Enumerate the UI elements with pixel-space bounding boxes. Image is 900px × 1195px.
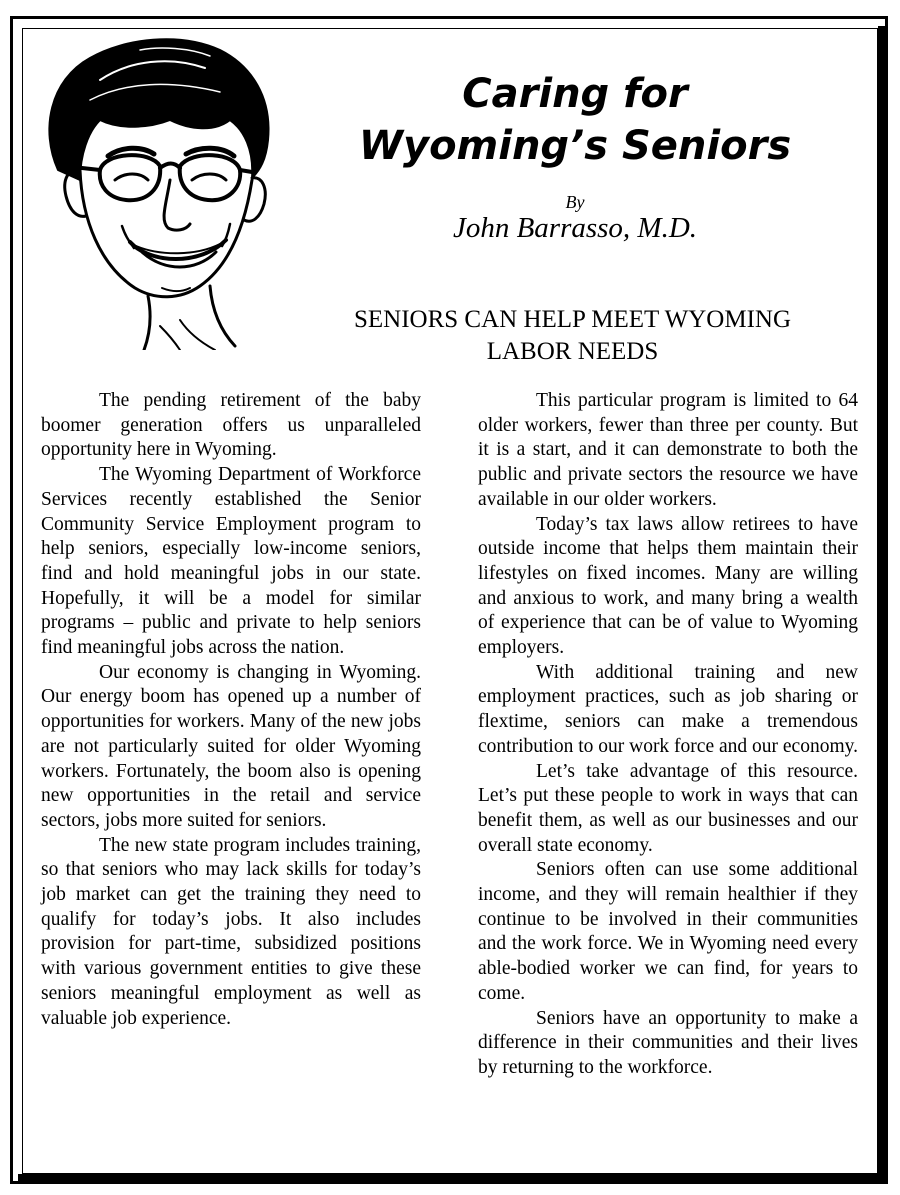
border-shadow-right xyxy=(878,26,888,1184)
paragraph: Seniors have an opportunity to make a difference in their communities and their lives by returning to the workforce. xyxy=(478,1007,858,1078)
author-name: John Barrasso, M.D. xyxy=(452,212,698,244)
headline-line-2: LABOR NEEDS xyxy=(486,338,659,365)
paragraph: Let’s take advantage of this resource. Let’s put these people to work in ways that can benefit them, as well as our businesses and our overall state economy. xyxy=(478,760,858,856)
paragraph: Today’s tax laws allow retirees to have outside income that helps them maintain their lifestyles on fixed incomes. Many are willing and anxious to work, and many bring a wealth of experience that can be of value to Wyoming employers. xyxy=(478,513,858,659)
left-column xyxy=(41,389,421,1031)
paragraph: The pending retirement of the baby boomer generation offers us unparalleled opportunity here in Wyoming. xyxy=(41,390,421,461)
article-title xyxy=(300,68,850,172)
title-line-1: Caring for xyxy=(462,71,688,117)
paragraph: The Wyoming Department of Workforce Services recently established the Senior Community Service Employment program to help seniors, especially low-income seniors, find and hold meaningful jobs in our state. Hopefully, it will be a model for similar programs – public and private to help seniors find meaningful jobs across the nation. xyxy=(41,464,421,659)
border-shadow-bottom xyxy=(18,1174,888,1184)
article-headline xyxy=(290,304,855,368)
right-column xyxy=(478,389,858,1081)
title-line-2: Wyoming’s Seniors xyxy=(358,123,792,169)
paragraph: With additional training and new employment practices, such as job sharing or flextime, seniors can make a tremendous contribution to our work force and our economy. xyxy=(478,661,858,757)
paragraph: Our economy is changing in Wyoming. Our energy boom has opened up a number of opportunities for workers. Many of the new jobs are not particularly suited for older Wyoming workers. Fortunately, the boom also is opening new opportunities in the retail and service sectors, jobs more suited for seniors. xyxy=(41,661,421,831)
paragraph: This particular program is limited to 64 older workers, fewer than three per county. But it is a start, and it can demonstrate to both the public and private sectors the resource we have available in our older workers. xyxy=(478,390,858,510)
paragraph: The new state program includes training, so that seniors who may lack skills for today’s job market can get the training they need to qualify for today’s jobs. It also includes provision for part-time, subsidized positions with various government entities to give these seniors meaningful employment as well as valuable job experience. xyxy=(41,834,421,1029)
author-portrait-sketch xyxy=(30,20,280,350)
paragraph: Seniors often can use some additional income, and they will remain healthier if they continue to be involved in their communities and the work force. We in Wyoming need every able-bodied worker we can find, for years to come. xyxy=(478,859,858,1004)
byline-by: By xyxy=(565,192,585,212)
headline-line-1: SENIORS CAN HELP MEET WYOMING xyxy=(353,306,792,333)
